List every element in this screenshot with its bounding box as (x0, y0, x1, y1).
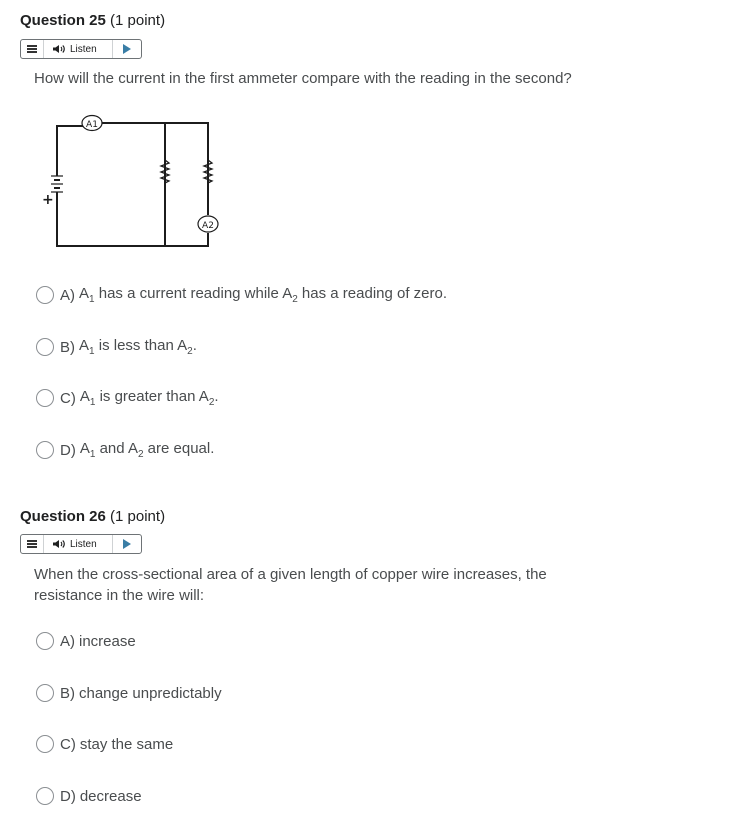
listen-label: Listen (70, 43, 97, 55)
option-letter: A) (60, 286, 75, 304)
play-button[interactable] (113, 40, 141, 58)
option-letter: C) (60, 735, 76, 753)
listen-menu-button[interactable] (21, 535, 44, 553)
radio-button[interactable] (36, 735, 54, 753)
menu-icon (27, 48, 37, 50)
q26-option-b[interactable] (36, 684, 222, 702)
play-icon (123, 539, 131, 549)
battery-plus-label: + (42, 192, 54, 208)
listen-menu-button[interactable] (21, 40, 44, 58)
radio-button[interactable] (36, 787, 54, 805)
listen-button[interactable] (44, 535, 113, 553)
ammeter-2-label: A2 (202, 221, 214, 231)
option-text: stay the same (79, 735, 174, 753)
radio-button[interactable] (36, 389, 54, 407)
option-text: $A_1$ is less than $A_2$. (79, 337, 197, 357)
play-button[interactable] (113, 535, 141, 553)
listen-label: Listen (70, 538, 97, 550)
speaker-icon (52, 539, 66, 549)
radio-button[interactable] (36, 632, 54, 650)
ammeter-1-label: A1 (86, 120, 98, 130)
option-text: $A_1$ is greater than $A_2$. (79, 388, 219, 408)
radio-button[interactable] (36, 441, 54, 459)
menu-icon (27, 543, 37, 545)
option-letter: A) (60, 632, 75, 650)
option-letter: D) (60, 441, 76, 459)
q26-option-d[interactable] (36, 787, 142, 805)
q26-option-c[interactable] (36, 735, 173, 753)
speaker-icon (52, 44, 66, 54)
option-letter: B) (60, 338, 75, 356)
q25-option-c[interactable] (36, 388, 219, 408)
option-text: decrease (79, 787, 142, 805)
listen-toolbar (20, 534, 142, 554)
option-text: $A_1$ and $A_2$ are equal. (79, 440, 215, 460)
listen-button[interactable] (44, 40, 113, 58)
q25-option-d[interactable] (36, 440, 214, 460)
radio-button[interactable] (36, 684, 54, 702)
option-text: change unpredictably (79, 684, 222, 702)
option-letter: C) (60, 389, 76, 407)
option-text: increase (79, 632, 136, 650)
ammeter-2 (198, 216, 218, 232)
radio-button[interactable] (36, 338, 54, 356)
question-25-prompt: How will the current in the first ammeter compare with the reading in the second? (34, 70, 572, 87)
circuit-diagram (38, 110, 228, 250)
play-icon (123, 44, 131, 54)
ammeter-1 (82, 116, 102, 131)
q25-option-a[interactable] (36, 285, 447, 305)
q25-option-b[interactable] (36, 337, 197, 357)
prompt-line-1: When the cross-sectional area of a given length of copper wire increases, the (34, 566, 547, 583)
question-26-prompt (34, 564, 594, 606)
question-26-title (20, 508, 165, 525)
question-title-text: Question 25 (20, 12, 106, 29)
listen-toolbar (20, 39, 142, 59)
question-title-text: Question 26 (20, 508, 106, 525)
question-points: (1 point) (110, 12, 166, 29)
q26-option-a[interactable] (36, 632, 136, 650)
question-points: (1 point) (110, 508, 166, 525)
radio-button[interactable] (36, 286, 54, 304)
option-letter: D) (60, 787, 76, 805)
prompt-line-2: resistance in the wire will: (34, 587, 205, 604)
question-25-title (20, 12, 165, 29)
option-text: $A_1$ has a current reading while $A_2$ has a reading of zero. (79, 285, 448, 305)
option-letter: B) (60, 684, 75, 702)
